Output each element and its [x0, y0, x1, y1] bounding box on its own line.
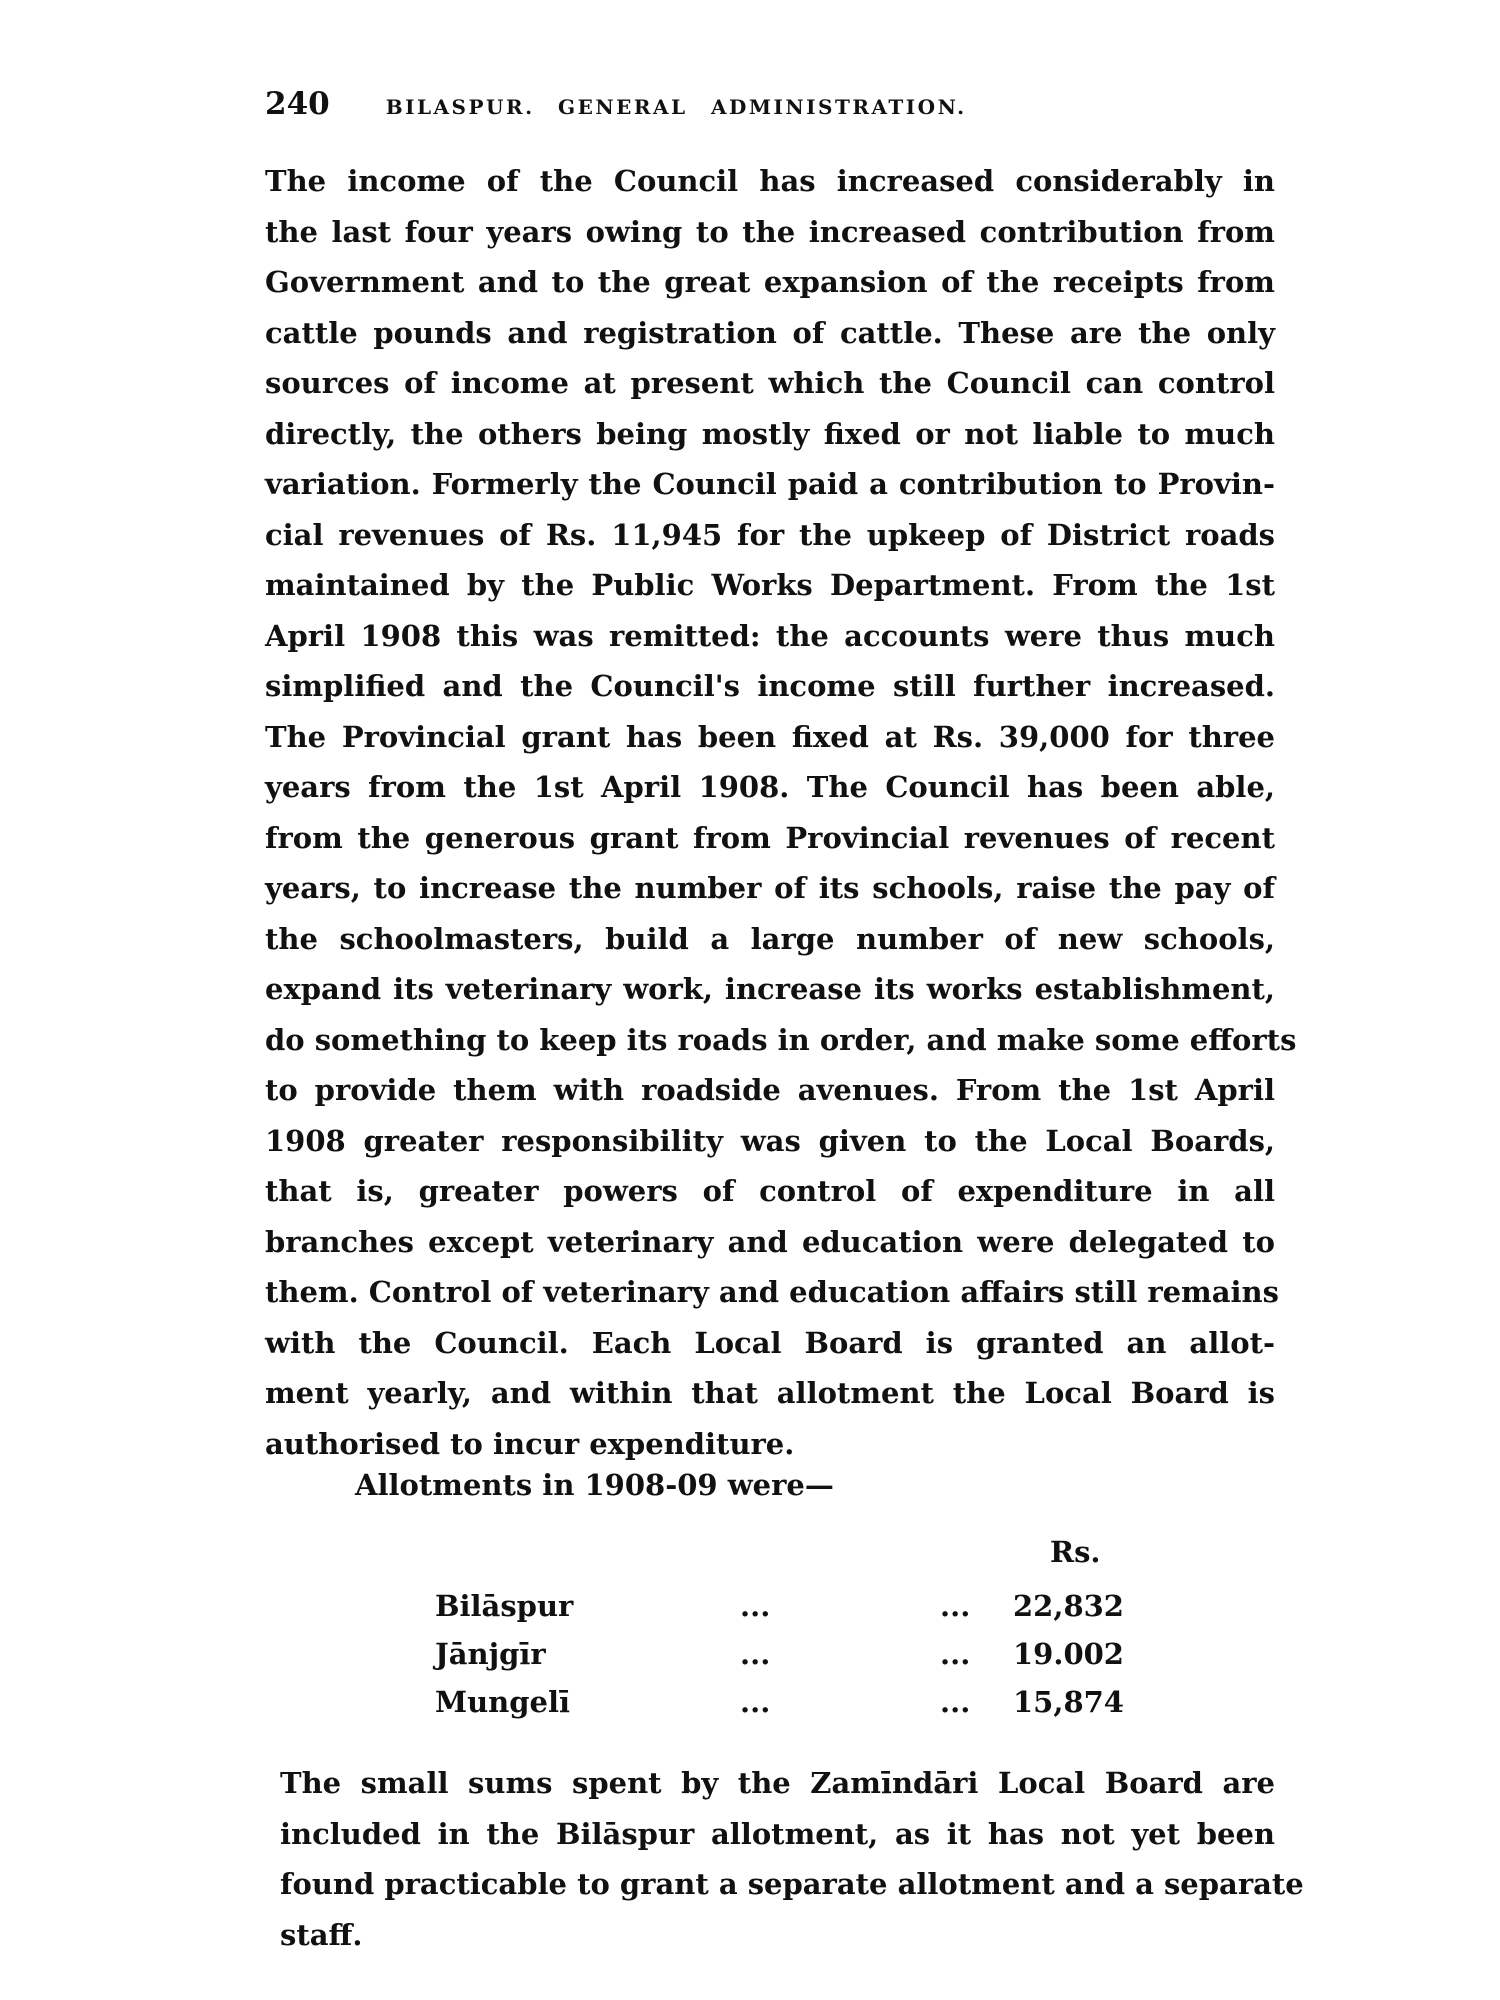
allotments-intro: Allotments in 1908-09 were—: [355, 1468, 834, 1502]
paragraph-line: Government and to the great expansion of the receipts from: [265, 265, 1275, 299]
paragraph-line: sources of income at present which the Council can control: [265, 366, 1275, 400]
paragraph-line: branches except veterinary and education were delegated to: [265, 1224, 1275, 1259]
allotment-amount: 19.002: [1013, 1637, 1124, 1671]
running-head: BILASPUR. GENERAL ADMINISTRATION.: [385, 95, 967, 119]
main-paragraph: [265, 156, 1297, 1469]
allotment-amount: 15,874: [1013, 1685, 1124, 1719]
table-row: [435, 1631, 1135, 1677]
paragraph-line: simplified and the Council's income still further increased.: [265, 669, 1275, 703]
page-number: 240: [265, 86, 330, 122]
paragraph-line: years from the 1st April 1908. The Council has been able,: [265, 770, 1275, 804]
paragraph-line: directly, the others being mostly fixed or not liable to much: [265, 416, 1275, 451]
table-row: [435, 1679, 1135, 1725]
paragraph-line: the schoolmasters, build a large number of new schools,: [265, 921, 1275, 956]
leader-dots: ...: [940, 1637, 971, 1671]
paragraph-line: authorised to incur expenditure.: [265, 1426, 795, 1461]
leader-dots: ...: [940, 1685, 971, 1719]
paragraph-line: maintained by the Public Works Department. From the 1st: [265, 568, 1275, 602]
paragraph-line: The income of the Council has increased considerably in: [265, 164, 1275, 198]
leader-dots: ...: [740, 1685, 771, 1719]
paragraph-line: with the Council. Each Local Board is granted an allot-: [265, 1325, 1275, 1360]
paragraph-line: them. Control of veterinary and education affairs still remains: [265, 1275, 1279, 1309]
paragraph-line: the last four years owing to the increased contribution from: [265, 214, 1275, 249]
paragraph-line: cattle pounds and registration of cattle. These are the only: [265, 315, 1275, 350]
board-name: Mungelī: [435, 1685, 571, 1719]
allotment-amount: 22,832: [1013, 1589, 1124, 1623]
board-name: Bilāspur: [435, 1589, 574, 1623]
paragraph-line: expand its veterinary work, increase its works establishment,: [265, 972, 1275, 1006]
table-row: [435, 1583, 1135, 1629]
leader-dots: ...: [740, 1637, 771, 1671]
page-header: [265, 86, 1285, 122]
board-name: Jānjgīr: [435, 1637, 546, 1671]
currency-header: Rs.: [1050, 1535, 1101, 1569]
closing-line: staff.: [280, 1917, 363, 1952]
paragraph-line: 1908 greater responsibility was given to the Local Boards,: [265, 1123, 1275, 1158]
closing-line: included in the Bilāspur allotment, as it has not yet been: [280, 1816, 1275, 1851]
paragraph-line: years, to increase the number of its schools, raise the pay of: [265, 871, 1275, 905]
paragraph-line: variation. Formerly the Council paid a contribution to Provin-: [265, 467, 1275, 501]
paragraph-line: do something to keep its roads in order, and make some efforts: [265, 1022, 1297, 1057]
closing-line: found practicable to grant a separate allotment and a separate: [280, 1867, 1304, 1901]
leader-dots: ...: [740, 1589, 771, 1623]
paragraph-line: that is, greater powers of control of expenditure in all: [265, 1174, 1275, 1208]
closing-line: The small sums spent by the Zamīndāri Local Board are: [280, 1766, 1275, 1800]
paragraph-line: April 1908 this was remitted: the accounts were thus much: [265, 618, 1275, 653]
paragraph-line: cial revenues of Rs. 11,945 for the upkeep of District roads: [265, 517, 1275, 552]
paragraph-line: to provide them with roadside avenues. From the 1st April: [265, 1073, 1275, 1107]
paragraph-line: The Provincial grant has been fixed at Rs. 39,000 for three: [265, 719, 1275, 754]
paragraph-line: from the generous grant from Provincial revenues of recent: [265, 820, 1275, 855]
leader-dots: ...: [940, 1589, 971, 1623]
closing-paragraph: [280, 1759, 1304, 1961]
paragraph-line: ment yearly, and within that allotment the Local Board is: [265, 1376, 1275, 1410]
